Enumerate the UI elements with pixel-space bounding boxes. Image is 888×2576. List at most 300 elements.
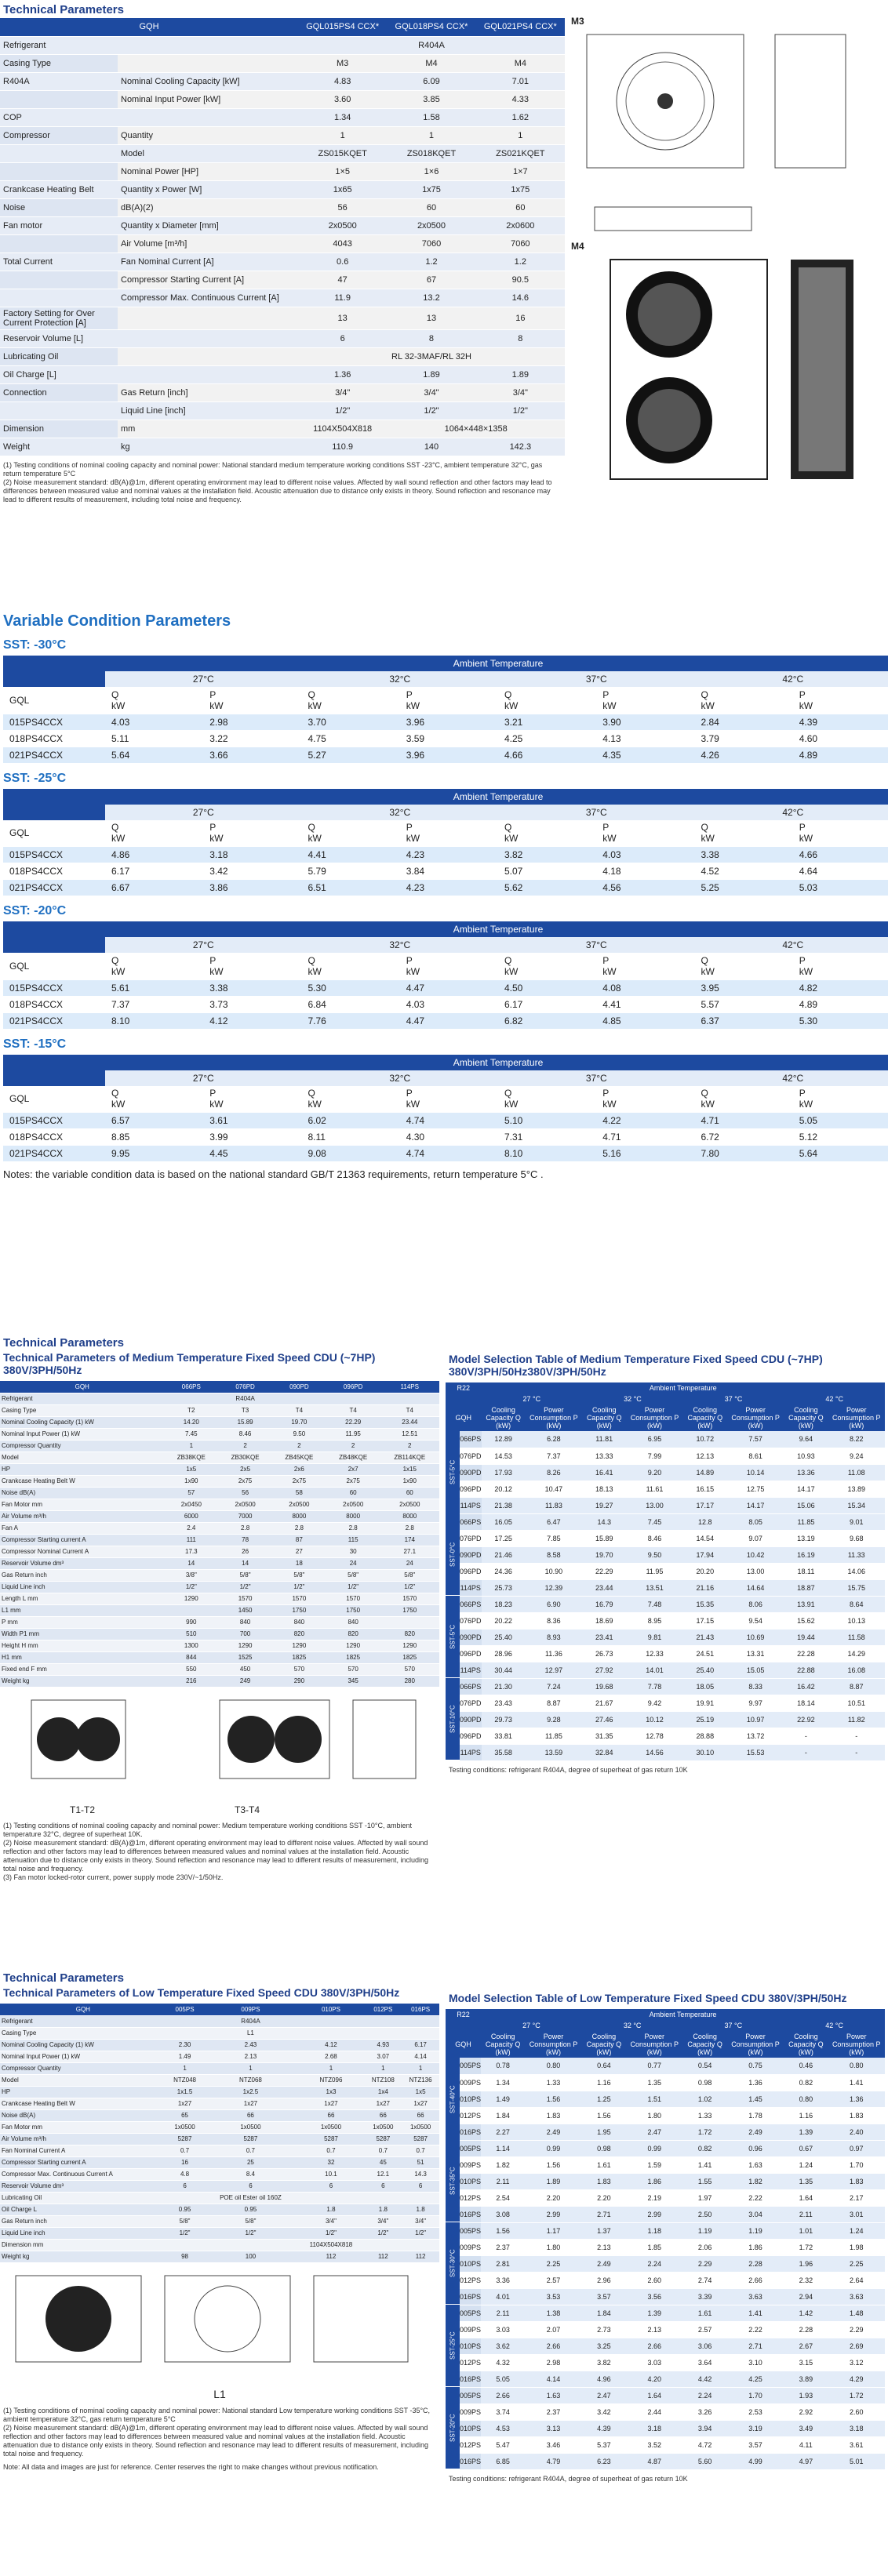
sel-cell: 17.15 [683,1612,727,1629]
sel-cell: 2.32 [784,2272,828,2288]
sel-cell: 4.53 [481,2420,525,2436]
sel-cell: 16.19 [784,1546,828,1563]
kw-label: kW [111,699,126,711]
p-label: P [406,822,413,834]
sel-cell: 0.96 [727,2140,784,2156]
sel-cell: - [784,1744,828,1760]
tp-row-sub: Nominal Input Power [kW] [118,90,298,108]
sst-cell: SST-20°C [446,2387,460,2469]
qp-head [498,687,596,714]
t3-label: T3-T4 [234,1804,260,1815]
mt-cell: 2.8 [272,1522,326,1534]
tp-row-sub: Gas Return [inch] [118,383,298,401]
sel-cell: 1.72 [784,2239,828,2255]
sel-cell: 3.64 [683,2354,727,2371]
sel-cell: 2.57 [525,2272,582,2288]
sel-cell: 8.58 [526,1546,582,1563]
tp-cell: 140 [387,438,475,456]
q-label: Q [504,822,512,834]
mt-head: 090PD [272,1381,326,1393]
lt-cell: Model [0,2074,166,2086]
vc-cell: 015PS4CCX [3,847,105,863]
tp-cell: 56 [298,198,387,216]
model-cell: 005PS [460,2222,481,2239]
lt-cell: 5287 [203,2133,297,2145]
tp-cell: 4043 [298,234,387,253]
sel-cell: 10.42 [727,1546,784,1563]
lt-cell: NTZ068 [203,2074,297,2086]
mt-cell [272,1393,326,1404]
temp-head: 37°C [498,805,695,820]
sel-cell: 18.11 [784,1563,828,1579]
tp-row-sub: Compressor Max. Continuous Current [A] [118,289,298,307]
mt-cell: 1825 [380,1651,439,1663]
vc-cell: 5.64 [105,747,203,763]
model-cell: 066PS [460,1678,482,1695]
sel-cell: - [784,1728,828,1744]
mt-cell: 2x75 [218,1475,272,1487]
lt-cell: 1104X504X818 [297,2239,364,2251]
vc-cell: 4.25 [498,730,596,747]
ambient-head: Ambient Temperature [481,2009,885,2020]
lt-cell: Refrigerant [0,2015,166,2027]
ambient-head: Ambient Temperature [482,1382,885,1393]
sel-cell: 2.24 [683,2387,727,2403]
vc-cell: 3.73 [203,996,301,1012]
mt-cell: 27.1 [380,1546,439,1557]
sel-cell: 15.75 [828,1579,885,1596]
mt-cell: 1 [164,1440,218,1451]
model-cell: 076PD [460,1612,482,1629]
sel-cell: 2.49 [582,2255,626,2272]
mt-cell: 1x90 [164,1475,218,1487]
sel-cell: 12.97 [526,1662,582,1678]
ms-table [446,1382,885,1761]
sel-cell: 1.72 [828,2387,885,2403]
tp-cell: 4.83 [298,72,387,90]
tp-row-label: R404A [0,72,118,90]
temp-head: 37 °C [683,2020,784,2031]
sel-cell: 11.85 [526,1728,582,1744]
mt-cell: 2x75 [272,1475,326,1487]
sst-label: SST: -30°C [3,638,67,652]
vc-cell: 5.12 [793,1129,888,1146]
mt-cell: Refrigerant [0,1393,164,1404]
lt-cell: NTZ096 [297,2074,364,2086]
mt-cell: 1525 [218,1651,272,1663]
mt-cell: 1290 [380,1640,439,1651]
sel-cell: 21.30 [482,1678,526,1695]
p-label: P [406,1088,413,1099]
tp-cell: R404A [298,36,565,54]
qp-head [695,820,793,847]
lt-cell [297,2027,364,2039]
sel-cell: 21.46 [482,1546,526,1563]
lt-cell: 1x2.5 [203,2086,297,2098]
sel-cell: 19.44 [784,1629,828,1645]
sel-cell: 1.39 [784,2124,828,2140]
sel-cell: 18.23 [482,1596,526,1612]
mt-cell: 2.8 [380,1522,439,1534]
sel-cell: 13.89 [828,1481,885,1497]
lt-cell [402,2192,439,2204]
lt-head: 005PS [166,2004,204,2015]
tp-cell: 1104X504X818 [298,420,387,438]
sel-cell: 4.14 [525,2371,582,2387]
lt-cell [166,2239,204,2251]
mt-cell: 7000 [218,1510,272,1522]
tp-row-label: Compressor [0,126,118,144]
tp-cell: M4 [476,54,565,72]
vc-cell: 4.75 [302,730,400,747]
sel-cell: 2.99 [626,2206,683,2222]
sel-cell: 9.50 [626,1546,682,1563]
sel-cell: 18.14 [784,1695,828,1711]
mt-cell: 820 [326,1628,380,1640]
tp-row-label: Connection [0,383,118,401]
mt-cell: 6000 [164,1510,218,1522]
sel-cell: 13.19 [784,1530,828,1546]
sel-cell: 11.58 [828,1629,885,1645]
lt-cell: 1x3 [297,2086,364,2098]
pc-head: Power Consumption P (kW) [828,2031,885,2058]
tp-cell: 1 [298,126,387,144]
mt-cell: Nominal Input Power (1) kW [0,1428,164,1440]
tp-row-sub [118,365,298,383]
pc-head: Power Consumption P (kW) [727,2031,784,2058]
tp-cell: 14.6 [476,289,565,307]
sel-cell: 0.46 [784,2058,828,2074]
sel-cell: 2.25 [828,2255,885,2272]
sel-cell: 0.98 [683,2074,727,2091]
sel-cell: 14.54 [683,1530,727,1546]
mt-cell: 5/8" [380,1569,439,1581]
sel-cell: 17.25 [482,1530,526,1546]
sel-cell: 11.33 [828,1546,885,1563]
sel-cell: 3.06 [683,2338,727,2354]
sel-cell: 2.74 [683,2272,727,2288]
mt-cell: 1290 [326,1640,380,1651]
mt-cell: 1750 [272,1604,326,1616]
sel-cell: 9.01 [828,1513,885,1530]
sel-cell: 3.82 [582,2354,626,2371]
sel-cell: 1.70 [727,2387,784,2403]
sel-cell: 1.56 [481,2222,525,2239]
pc-head: Power Consumption P (kW) [526,1404,582,1431]
mt-cell: 1/2" [380,1581,439,1593]
sel-cell: 1.84 [481,2107,525,2124]
vc-cell: 4.03 [105,714,203,730]
sel-cell: 2.49 [525,2124,582,2140]
model-cell: 010PS [460,2255,481,2272]
sel-cell: 21.16 [683,1579,727,1596]
sel-cell: 1.33 [525,2074,582,2091]
q-label: Q [701,822,708,834]
sel-cell: 2.94 [784,2288,828,2305]
mt-cell: 2x6 [272,1463,326,1475]
p-label: P [799,822,806,834]
tech-params-title: Technical Parameters [3,3,124,16]
sel-cell: 27.46 [582,1711,626,1728]
sel-cell: 1.56 [525,2156,582,2173]
tp-cell: 1x65 [298,180,387,198]
model-cell: 090PD [460,1629,482,1645]
p-label: P [209,822,217,834]
medium-temp-section [0,1333,443,1884]
tp-head-0: GQH [0,18,298,36]
model-cell: 016PS [460,2124,481,2140]
vc-cell: 3.96 [400,747,498,763]
kw-label: kW [602,699,617,711]
q-label: Q [701,689,708,700]
tp-cell: 16 [476,307,565,329]
sel-cell: 25.40 [482,1629,526,1645]
vc-cell: 6.84 [302,996,400,1012]
qp-head [302,1086,400,1113]
sel-cell: 2.71 [727,2338,784,2354]
model-cell: 076PD [460,1695,482,1711]
sst-label: SST: -20°C [3,904,67,917]
vc-cell: 015PS4CCX [3,714,105,730]
sel-cell: 3.62 [481,2338,525,2354]
mt-cell: 2.8 [326,1522,380,1534]
vc-cell: 6.02 [302,1113,400,1129]
lt-cell: 10.1 [297,2168,364,2180]
vc-cell: 4.41 [596,996,694,1012]
sel-cell: 9.07 [727,1530,784,1546]
sel-cell: 0.77 [626,2058,683,2074]
sel-cell: 2.11 [481,2173,525,2189]
mt-cell: 570 [326,1663,380,1675]
vc-cell: 4.66 [498,747,596,763]
sel-cell: 1.70 [828,2156,885,2173]
q-label: Q [701,1088,708,1099]
tp-cell: 1.58 [387,108,475,126]
sel-cell: 4.29 [828,2371,885,2387]
mt-cell: Compressor Quantity [0,1440,164,1451]
kw-label: kW [504,965,519,977]
cc-head: Cooling Capacity Q (kW) [683,1404,727,1431]
lt-cell: Casing Type [0,2027,166,2039]
lt-cell [166,2027,204,2039]
mt-cell: 1x90 [380,1475,439,1487]
sel-cell: 4.11 [784,2436,828,2453]
sst-cell: SST-0°C [446,1513,460,1596]
sel-cell: 5.01 [828,2453,885,2469]
sel-cell: 1.02 [683,2091,727,2107]
sel-cell: 3.94 [683,2420,727,2436]
vc-cell: 4.26 [695,747,793,763]
sel-cell: 1.41 [683,2156,727,2173]
sel-cell: 10.93 [784,1448,828,1464]
sel-cell: 4.96 [582,2371,626,2387]
qp-head [400,953,498,979]
sel-cell: 8.33 [727,1678,784,1695]
lt-cell: 3/4" [402,2215,439,2227]
mt-cell: 115 [326,1534,380,1546]
model-cell: 009PS [460,2156,481,2173]
sel-cell: 1.39 [626,2305,683,2321]
q-label: Q [308,954,315,966]
sel-cell: 20.20 [683,1563,727,1579]
sel-cell: 1.19 [683,2222,727,2239]
temp-head: 27°C [105,671,302,687]
sel-cell: 1.56 [525,2091,582,2107]
sel-cell: 3.10 [727,2354,784,2371]
lt-cell: 5/8" [166,2215,204,2227]
lt-cell: 1/2" [364,2227,402,2239]
sel-cell: 4.99 [727,2453,784,2469]
tp-cell: 1×5 [298,162,387,180]
sel-cell: 22.29 [582,1563,626,1579]
sel-cell: 15.05 [727,1662,784,1678]
sel-cell: 16.41 [582,1464,626,1481]
sel-cell: 2.25 [525,2255,582,2272]
vc-cell: 6.17 [105,863,203,880]
mt-cell: 1570 [272,1593,326,1604]
lt-cell: 6 [203,2180,297,2192]
sel-cell: 1.41 [727,2305,784,2321]
sst-label: SST: -25°C [3,771,67,785]
tp-cell: 1.89 [387,365,475,383]
lt-cell: 1.8 [364,2204,402,2215]
sel-cell: 31.35 [582,1728,626,1744]
vc-cell: 4.50 [498,979,596,996]
qp-head [203,1086,301,1113]
sel-cell: 0.75 [727,2058,784,2074]
mt-cell: Nominal Cooling Capacity (1) kW [0,1416,164,1428]
sel-cell: 12.75 [727,1481,784,1497]
mt-cell: 1570 [380,1593,439,1604]
temp-head: 42°C [695,671,888,687]
m4-label: M4 [571,241,584,252]
tp-row-label: Factory Setting for Over Current Protection [A] [0,307,118,329]
temp-head: 32°C [302,1070,499,1086]
tp-row-label [0,162,118,180]
model-cell: 114PS [460,1744,482,1760]
vc-cell: 6.72 [695,1129,793,1146]
sel-cell: 2.60 [828,2403,885,2420]
mt-cell: 11.95 [326,1428,380,1440]
gql-label: GQL [3,687,105,714]
temp-head: 27°C [105,937,302,953]
p-label: P [209,689,217,700]
vc-cell: 4.39 [793,714,888,730]
lt-cell: Crankcase Heating Belt W [0,2098,166,2109]
vc-cell: 3.38 [695,847,793,863]
lt-cell: 0.7 [166,2145,204,2156]
sel-cell: 1.17 [525,2222,582,2239]
mt-cell: R404A [218,1393,272,1404]
mt-cell: 2 [218,1440,272,1451]
tp-row-label: Fan motor [0,216,118,234]
mt-cell: Compressor Starting current A [0,1534,164,1546]
lt-cell: 14.3 [402,2168,439,2180]
sel-cell: 15.53 [727,1744,784,1760]
mt-cell: 2x0500 [380,1499,439,1510]
model-cell: 066PS [460,1431,482,1448]
sst-cell: SST-5°C [446,1596,460,1678]
tp-cell: 1064×448×1358 [387,420,565,438]
mt-cell: 280 [380,1675,439,1687]
model-cell: 012PS [460,2189,481,2206]
tp-row-sub: dB(A)(2) [118,198,298,216]
model-cell: 012PS [460,2272,481,2288]
model-cell: 114PS [460,1497,482,1513]
sel-cell: 1.86 [727,2239,784,2255]
tp-row-label: Crankcase Heating Belt [0,180,118,198]
sel-cell: 3.74 [481,2403,525,2420]
cc-head: Cooling Capacity Q (kW) [683,2031,727,2058]
tp-row-label: Reservoir Volume [L] [0,329,118,347]
vc-cell: 3.66 [203,747,301,763]
sel-cell: 20.12 [482,1481,526,1497]
tp-cell: ZS021KQET [476,144,565,162]
sel-cell: 0.67 [784,2140,828,2156]
cc-head: Cooling Capacity Q (kW) [582,2031,626,2058]
tp-row-sub [118,347,298,365]
mt-cell: 2.8 [218,1522,272,1534]
lt-cell: 66 [297,2109,364,2121]
sel-cell: 23.43 [482,1695,526,1711]
vc-cell: 3.96 [400,714,498,730]
vc-cell: 6.37 [695,1012,793,1029]
tp-cell: 7060 [476,234,565,253]
sel-cell: 17.94 [683,1546,727,1563]
r22-label: R22 [446,1382,482,1393]
sel-cell: 1.98 [828,2239,885,2255]
temp-head: 32°C [302,937,499,953]
lt-cell: 1/2" [402,2227,439,2239]
kw-label: kW [308,965,322,977]
sel-cell: 14.29 [828,1645,885,1662]
sel-cell: 1.93 [784,2387,828,2403]
sel-cell: 2.07 [525,2321,582,2338]
mt-cell: 7.45 [164,1428,218,1440]
tp-row-sub: Model [118,144,298,162]
sel-cell: 28.88 [683,1728,727,1744]
mt-cell: 24 [380,1557,439,1569]
sel-cell: 3.18 [828,2420,885,2436]
temp-head: 42°C [695,805,888,820]
r22-label: R22 [446,2009,481,2020]
lt-cell: Nominal Input Power (1) kW [0,2051,166,2062]
sel-cell: 14.17 [784,1481,828,1497]
gql-label: GQL [3,953,105,979]
qp-head [596,1086,694,1113]
kw-label: kW [602,833,617,845]
vc-cell: 4.03 [596,847,694,863]
lt-cell: 1x27 [364,2098,402,2109]
vc-cell: 5.79 [302,863,400,880]
tp-cell: 0.6 [298,253,387,271]
sel-cell: 8.93 [526,1629,582,1645]
lt-cell [402,2239,439,2251]
sel-cell: 19.91 [683,1695,727,1711]
lt-cell: 1.49 [166,2051,204,2062]
sel-cell: 8.95 [626,1612,682,1629]
sel-cell: 3.63 [828,2288,885,2305]
qp-head [498,820,596,847]
temp-head: 42 °C [784,1393,885,1404]
sel-cell: 25.19 [683,1711,727,1728]
mt-cell: 15.89 [218,1416,272,1428]
gqh-label: GQH [446,1404,482,1431]
vc-cell: 4.60 [793,730,888,747]
tp-row-sub: kg [118,438,298,456]
tp-head: GQL018PS4 CCX* [387,18,475,36]
lt-cell: 45 [364,2156,402,2168]
